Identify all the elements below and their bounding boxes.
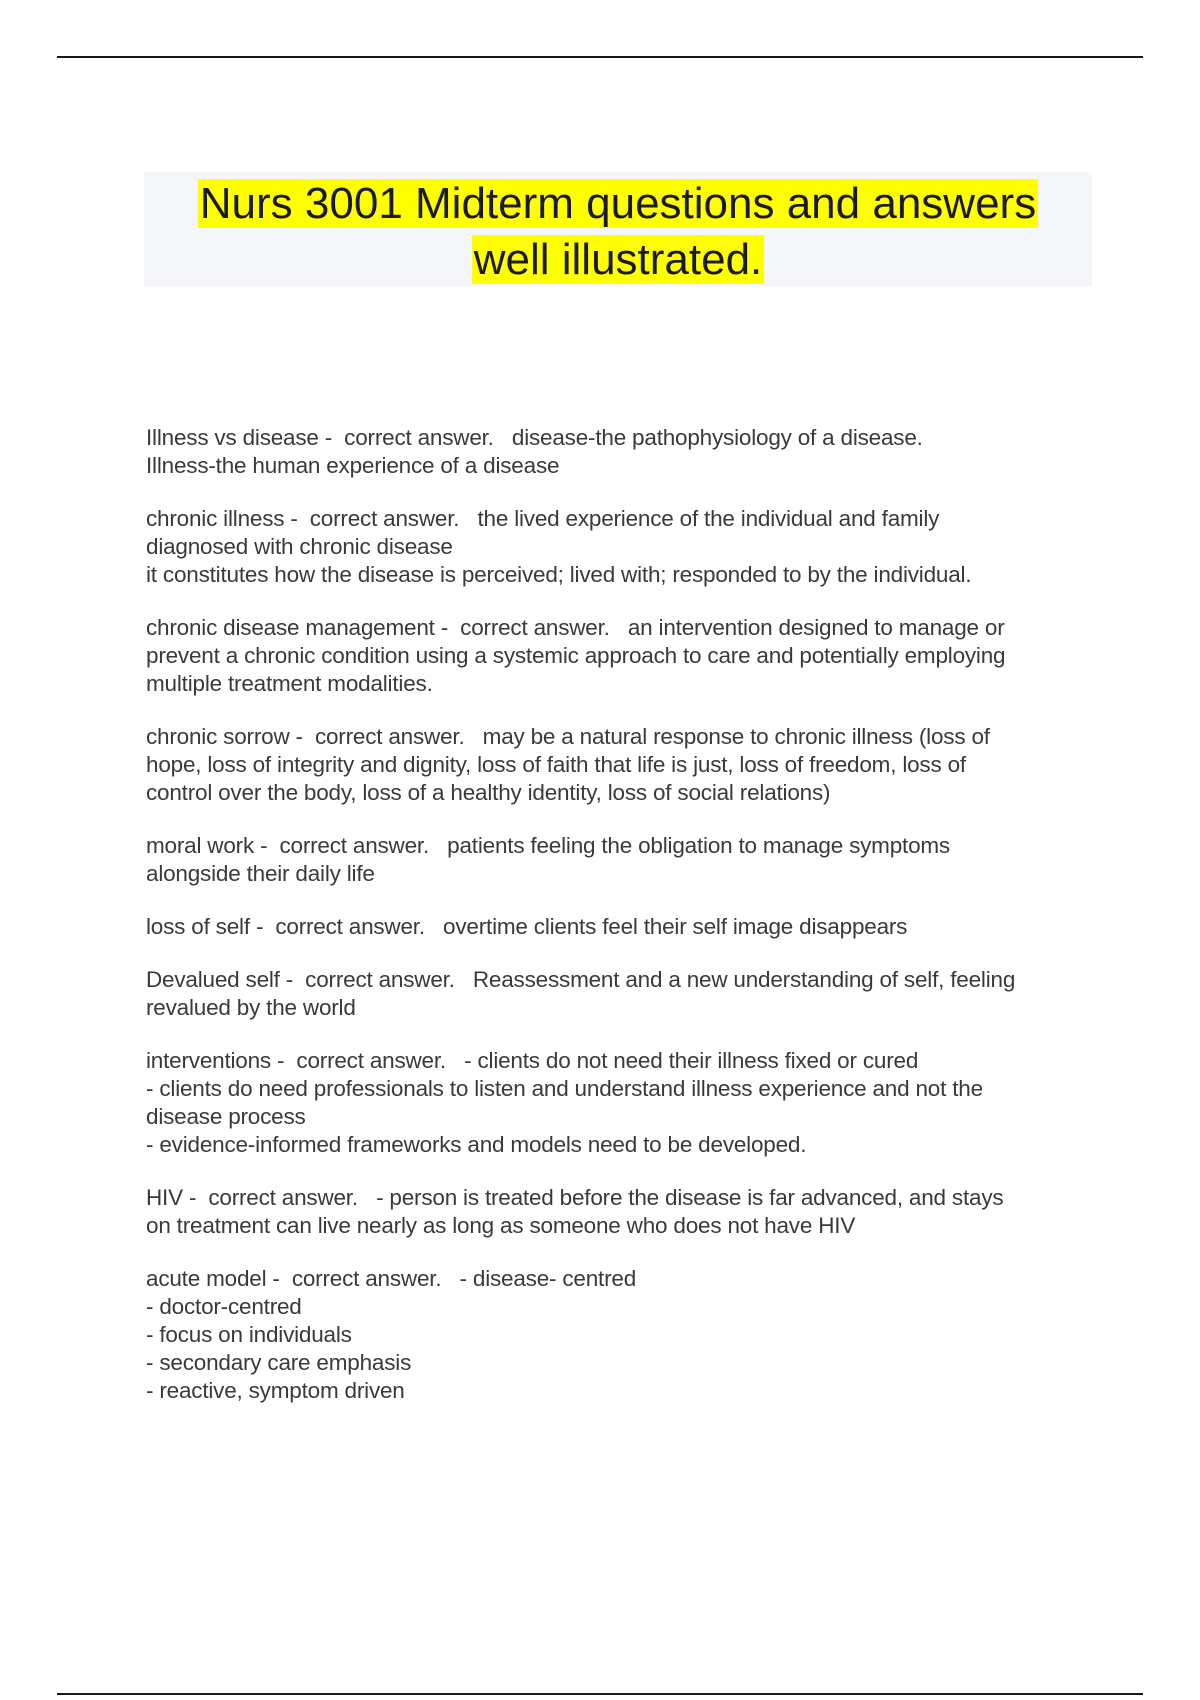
qa-item (146, 1047, 1096, 1159)
qa-item (146, 614, 1096, 698)
qa-line: Illness vs disease - correct answer. disease-the pathophysiology of a disease. (146, 425, 923, 450)
bottom-rule (57, 1693, 1143, 1695)
qa-line: control over the body, loss of a healthy identity, loss of social relations) (146, 780, 831, 805)
qa-line: - doctor-centred (146, 1294, 302, 1319)
qa-line: disease process (146, 1104, 306, 1129)
qa-line: HIV - correct answer. - person is treated before the disease is far advanced, and stays (146, 1185, 1004, 1210)
qa-item (146, 913, 1096, 941)
qa-item (146, 424, 1096, 480)
document-title (144, 172, 1092, 288)
qa-line: - reactive, symptom driven (146, 1378, 405, 1403)
qa-line: hope, loss of integrity and dignity, loss of faith that life is just, loss of freedom, loss of (146, 752, 966, 777)
qa-item (146, 832, 1096, 888)
qa-item (146, 1265, 1096, 1405)
qa-line: acute model - correct answer. - disease- centred (146, 1266, 637, 1291)
qa-line: on treatment can live nearly as long as someone who does not have HIV (146, 1213, 856, 1238)
qa-line: chronic sorrow - correct answer. may be a natural response to chronic illness (loss of (146, 724, 990, 749)
qa-list (146, 424, 1096, 1430)
qa-item (146, 966, 1096, 1022)
qa-line: multiple treatment modalities. (146, 671, 433, 696)
qa-line: - clients do need professionals to listen and understand illness experience and not the (146, 1076, 983, 1101)
qa-line: revalued by the world (146, 995, 356, 1020)
qa-line: chronic disease management - correct answer. an intervention designed to manage or (146, 615, 1005, 640)
qa-line: prevent a chronic condition using a systemic approach to care and potentially employing (146, 643, 1006, 668)
qa-line: - secondary care emphasis (146, 1350, 412, 1375)
title-box (144, 172, 1092, 286)
qa-line: loss of self - correct answer. overtime clients feel their self image disappears (146, 914, 908, 939)
qa-line: moral work - correct answer. patients feeling the obligation to manage symptoms (146, 833, 950, 858)
qa-line: it constitutes how the disease is perceived; lived with; responded to by the individual. (146, 562, 972, 587)
qa-item (146, 505, 1096, 589)
qa-item (146, 1184, 1096, 1240)
top-rule (57, 56, 1143, 58)
qa-line: interventions - correct answer. - clients do not need their illness fixed or cured (146, 1048, 919, 1073)
qa-line: Illness-the human experience of a disease (146, 453, 560, 478)
qa-line: Devalued self - correct answer. Reassessment and a new understanding of self, feeling (146, 967, 1016, 992)
title-line-2: well illustrated. (473, 235, 763, 284)
qa-item (146, 723, 1096, 807)
qa-line: - focus on individuals (146, 1322, 352, 1347)
title-line-1: Nurs 3001 Midterm questions and answers (199, 179, 1037, 228)
qa-line: diagnosed with chronic disease (146, 534, 453, 559)
qa-line: alongside their daily life (146, 861, 375, 886)
qa-line: - evidence-informed frameworks and models need to be developed. (146, 1132, 807, 1157)
qa-line: chronic illness - correct answer. the lived experience of the individual and family (146, 506, 940, 531)
